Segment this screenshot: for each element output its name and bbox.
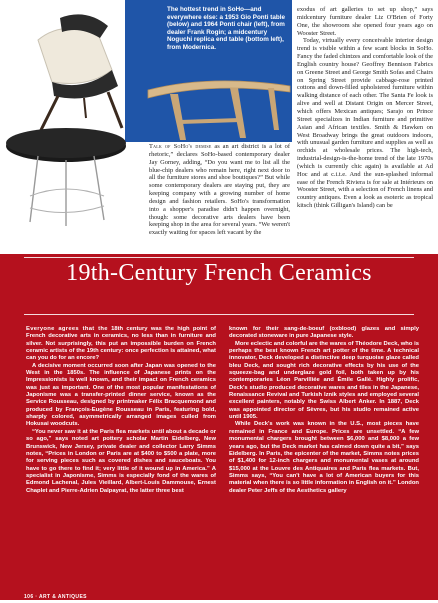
article-column-middle xyxy=(149,143,290,251)
feature-lead: Everyone agrees that the xyxy=(26,326,108,332)
noguchi-table-image xyxy=(0,118,142,230)
right-paragraph-1: exodus of art galleries to set up shop,” says midcentury furniture dealer Liz O'Brien of Forty One, the showroom she opened four years ago on Wooster Street. xyxy=(297,6,433,37)
feature-left-paragraph-1 xyxy=(26,326,216,363)
top-rule xyxy=(24,257,414,258)
right-paragraph-2: Today, virtually every conceivable interior design trend is visible within a few scant blocks in SoHo. Fancy the faded chintzes and comfortable look of the English country house? Geoffrey Bennison Fabrics on Greene Street and George Smith Sofas and Chairs on Spring Street provide cabbage-rose printed cottons and down-filled upholstered furniture within walking distance of each other. The Santa Fe look is alive and well at Distant Origin on Mercer Street, which offers Mexican antiques; Sarajo on Prince Street specializes in Indian furniture and primitive Asian and African textiles. Smith & Hawken on West Broadway brings the great outdoors indoors, with unusual garden furniture and supplies as well as orchids at wholesale prices. The high-tech, industrial-design-is-the-home trend of the late 1970s (which is currently chic again) is available at Ad Hoc and at c.i.t.e. And the sun-splashed informal ease of the French Riviera is for sale at Intérieurs on Wooster Street, with a selection of French linens and country antiques. Even a look as esoteric as tropical kitsch (think Gilligan's Island) can be xyxy=(297,37,433,210)
feature-right-paragraph-2: More eclectic and colorful are the wares of Théodore Deck, who is perhaps the best known French art potter of the time. A technical innovator, Deck developed a distinctive deep turquoise glaze called bleu Deck, and sought rich decorative effects by his use of the squeeze-bag and underglaze gold foil, both taken up by his contemporaries Léon Parvilliée and Émile Gallé. Highly prolific, Deck's studio produced decorative wares and tiles in the Japanese, Renaissance Revival and Turkish Iznik styles and employed several excellent painters, notably the Swiss Albert Anker. In 1887, Deck was appointed director of Sèvres, but his studio remained active until 1905. xyxy=(229,340,419,421)
article-column-right xyxy=(297,6,433,252)
feature-left-paragraph-2: A decisive moment occurred soon after Japan was opened to the West in the 1850s. The influence of Japanese prints on the Impressionists is well known, and their impact on French ceramics was just as important. One of the most popular manifestations of Japonisme was a transfer-printed dinner service, known as the Service Rousseau, designed by printmaker Félix Bracquemond and produced by François-Eugène Rousseau in Paris, featuring bold, sharply colored, asymmetrically arranged images culled from Hokusai woodcuts. xyxy=(26,362,216,428)
middle-lead: Talk of SoHo's demise xyxy=(149,143,212,150)
middle-paragraph xyxy=(149,143,290,237)
page-footer xyxy=(24,585,174,600)
middle-text: as an art district is a lot of rhetoric,” declares SoHo-based contemporary dealer Jay Gorney, adding, “Do you want me to list all the blue-chip dealers who remain here, right next door to all the furniture stores and shoe boutiques?” But while some contemporary dealers are staying put, they are keeping company with a growing number of home design and fashion retailers. SoHo's transformation into a shopper's paradise didn't happen overnight, though: some decorative arts dealers have been keeping shop in the area for several years. “We weren't exactly waiting for spaces left vacant by the xyxy=(149,143,290,237)
feature-left-paragraph-3: “You never saw it at the Paris flea markets until about a decade or so ago,” says noted art pottery scholar Martin Eidelberg, New Brunswick, New Jersey, private dealer and collector Larry Simms notes, “Prices in London or Paris are at $400 to $500 a plate, more for serving pieces such as covered dishes and sauceboats. You have to go there to find it; very little of it wound up in America.” A specialist in Japonisme, Simms is especially fond of the wares of Edmond Lachenal, Jules Vieillard, Albert-Louis Dammouse, Ernest Chaplet and Pierre-Adrien Dalpayrat, the latter three best xyxy=(26,428,216,494)
feature-right-paragraph-1: known for their sang-de-boeuf (oxblood) glazes and simply decorated stoneware in pure Japanese style. xyxy=(229,326,419,340)
page-folio: 106 · ART & ANTIQUES xyxy=(24,594,87,600)
photo-caption: The hottest trend in SoHo—and everywhere else: a 1953 Gio Ponti table (below) and 1964 Ponti chair (left), from dealer Frank Rogin; a midcentury Noguchi replica end table (bottom left), from Modernica. xyxy=(167,6,285,51)
feature-box xyxy=(0,254,438,600)
feature-right-paragraph-3: While Deck's work was known in the U.S., most pieces have remained in France and Europe. Prices are unsettled. “A few monumental chargers brought between $6,000 and $8,000 a few years ago, but the Deck market has calmed down quite a bit,” says Eidelberg. In Paris, the epicenter of the market, Simms notes prices of $1,400 for 12-inch chargers and monumental vases at around $15,000 at the Louvre des Antiquaires and Paris flea markets. But, Simms says, “You can't have a lot of American buyers for this material when there is so little information in English on it.” London dealer Peter Jeffs of the Aesthetics gallery xyxy=(229,421,419,494)
feature-column-right xyxy=(229,326,419,586)
feature-headline: 19th-Century French Ceramics xyxy=(66,260,372,286)
feature-column-left xyxy=(26,326,216,586)
headline-rule xyxy=(24,314,414,315)
ponti-table-image xyxy=(140,60,292,142)
feature-left-text-1: 18th century was the high point of French decorative arts in ceramics, no less than in furniture and silver. Not surprisingly, this put an impossible burden on French ceramic artists of the 19th century: once perfection is attained, what can you do for an encore? xyxy=(26,326,216,362)
